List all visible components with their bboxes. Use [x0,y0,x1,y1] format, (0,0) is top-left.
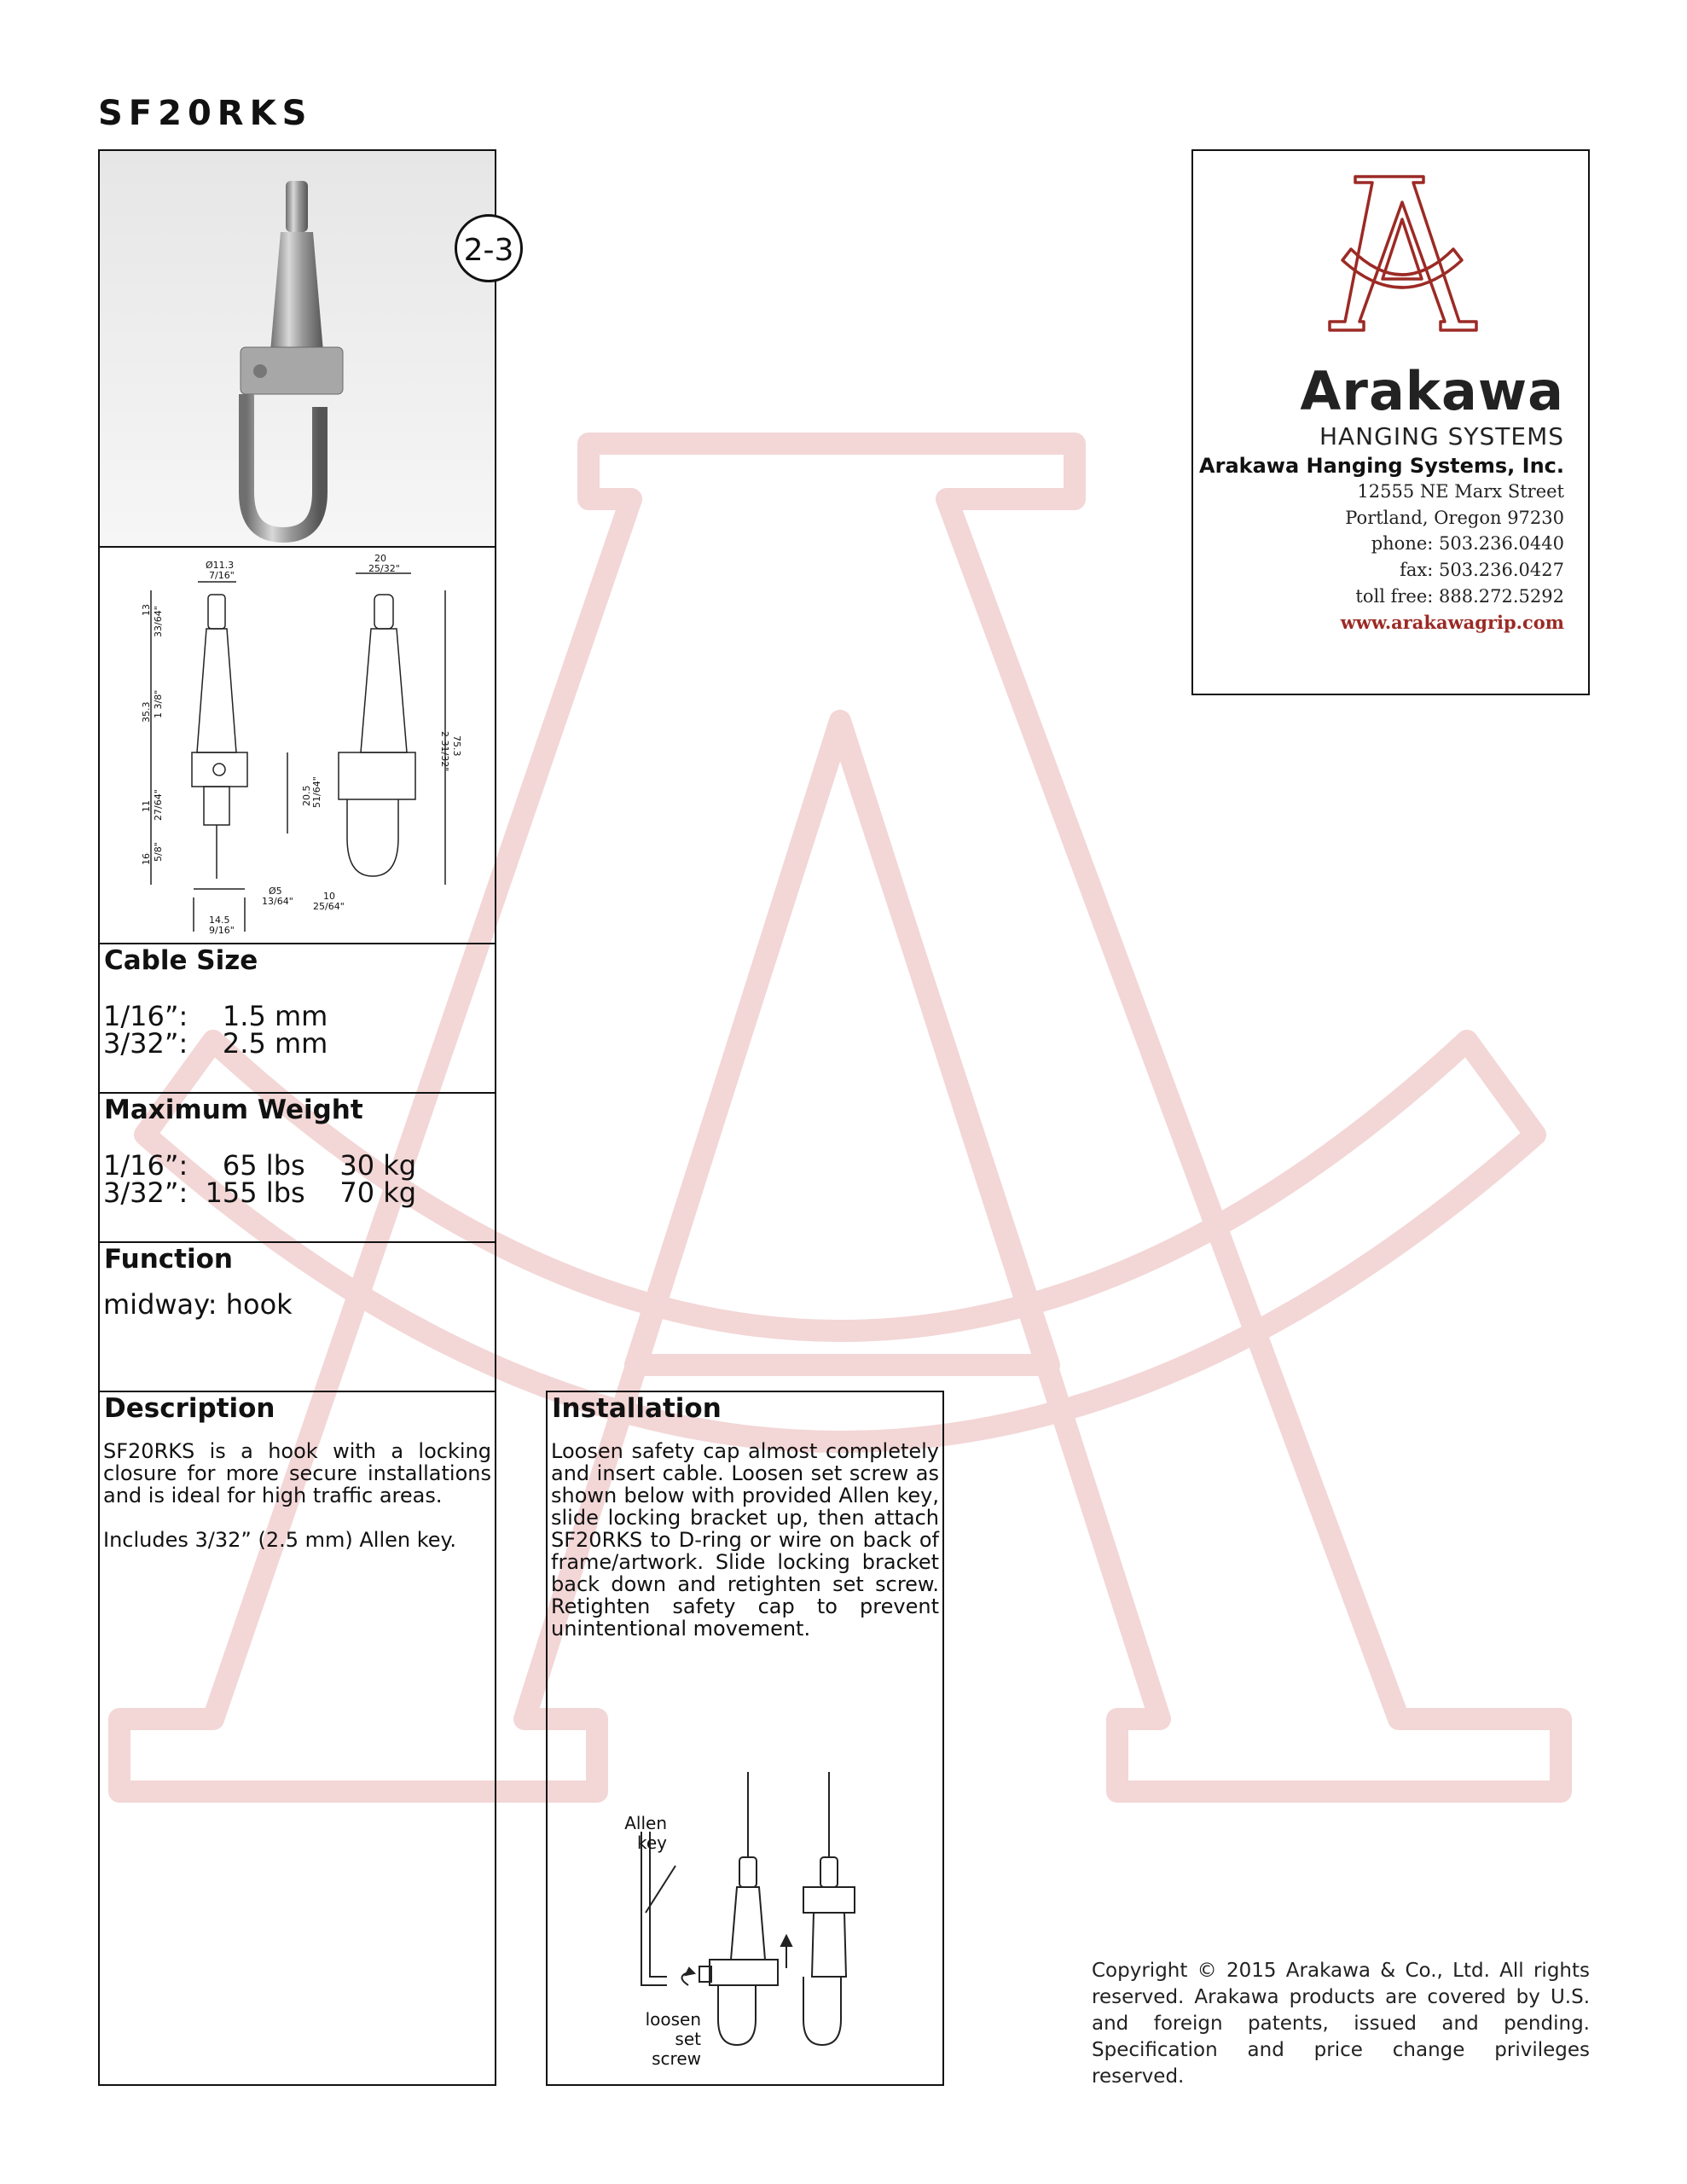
spec-column [98,149,514,2086]
technical-drawing [100,548,495,944]
max-weight-row: 1/16”: 65 lbs 30 kg [103,1149,417,1182]
dim-h35: 35.3 [141,701,152,723]
function-section [100,1243,495,1392]
arakawa-a-logo [1193,151,1588,356]
description-text: SF20RKS is a hook with a locking closure for more secure installations and is ideal for high traffic areas. [103,1439,491,1507]
page-title: SF20RKS [98,94,313,133]
dim-h11: 11 [141,800,152,812]
description-note: Includes 3/32” (2.5 mm) Allen key. [103,1528,456,1552]
set-screw-label-1: loosen [645,2009,701,2030]
company-name: Arakawa Hanging Systems, Inc. [1199,454,1564,478]
dim-h13: 13 [141,604,152,616]
dim-w10: 10 [323,891,335,902]
max-weight-row: 3/32”: 155 lbs 70 kg [103,1176,417,1209]
dim-h35-in: 1 3/8" [153,689,164,718]
set-screw-label-2: set [675,2029,701,2049]
dim-h11-in: 27/64" [153,789,164,821]
dim-h13-in: 33/64" [153,606,164,637]
allen-key-label-1: Allen [624,1813,667,1833]
description-heading: Description [104,1393,275,1424]
dim-w10-in: 25/64" [313,901,345,912]
dimension-drawing [100,548,495,943]
address-street: 12555 NE Marx Street [1357,481,1564,502]
dim-h75: 75.3 [451,735,462,757]
brand-name: Arakawa [1300,360,1564,422]
description-section [100,1392,495,2088]
address-city: Portland, Oregon 97230 [1345,508,1564,528]
copyright-notice: Copyright © 2015 Arakawa & Co., Ltd. All rights reserved. Arakawa products are covered by U.S. and foreign patents, issued and pending. Specification and price change privileges reserved. [1092,1960,1590,2088]
dim-w-side-in: 25/32" [368,563,400,574]
cable-size-section [100,944,495,1094]
dim-w14-in: 9/16" [209,925,235,936]
dim-d5-in: 13/64" [262,896,293,907]
installation-heading: Installation [552,1393,722,1424]
catalog-badge: 2-3 [455,214,523,282]
product-photo-image [100,151,495,546]
cable-size-heading: Cable Size [104,945,258,976]
installation-diagram [548,1738,942,2079]
function-text: midway: hook [103,1288,293,1321]
dim-d5: Ø5 [269,886,282,897]
dim-h16: 16 [141,853,152,865]
dim-h16-in: 5/8" [153,842,164,862]
brand-subtitle: HANGING SYSTEMS [1319,422,1564,450]
dim-d-top: Ø11.3 [206,560,235,571]
installation-section [546,1391,944,2086]
dim-h20-in: 51/64" [311,776,322,808]
max-weight-section [100,1094,495,1243]
dim-w-side: 20 [374,553,386,564]
product-photo [100,151,514,548]
company-card [1191,149,1590,695]
dim-h75-in: 2 31/32" [439,731,450,772]
toll-free-number: toll free: 888.272.5292 [1355,586,1564,607]
cable-size-row: 1/16”: 1.5 mm [103,1000,328,1032]
phone-number: phone: 503.236.0440 [1371,533,1564,554]
function-heading: Function [104,1244,233,1275]
dim-d-top-in: 7/16" [209,570,235,581]
cable-size-row: 3/32”: 2.5 mm [103,1027,328,1060]
set-screw-label-3: screw [652,2048,701,2069]
allen-key-label-2: key [636,1833,667,1853]
website-link[interactable]: www.arakawagrip.com [1340,612,1564,633]
max-weight-heading: Maximum Weight [104,1095,363,1125]
fax-number: fax: 503.236.0427 [1400,560,1564,580]
dim-h20: 20.5 [301,785,312,806]
installation-text: Loosen safety cap almost completely and insert cable. Loosen set screw as shown below with provided Allen key, slide locking bracket up, then attach SF20RKS to D-ring or wire on back of frame/artwork. Slide locking bracket back down and retighten set screw. Retighten safety cap to prevent unintentional movement. [551,1439,939,1641]
dim-w14: 14.5 [209,915,230,926]
